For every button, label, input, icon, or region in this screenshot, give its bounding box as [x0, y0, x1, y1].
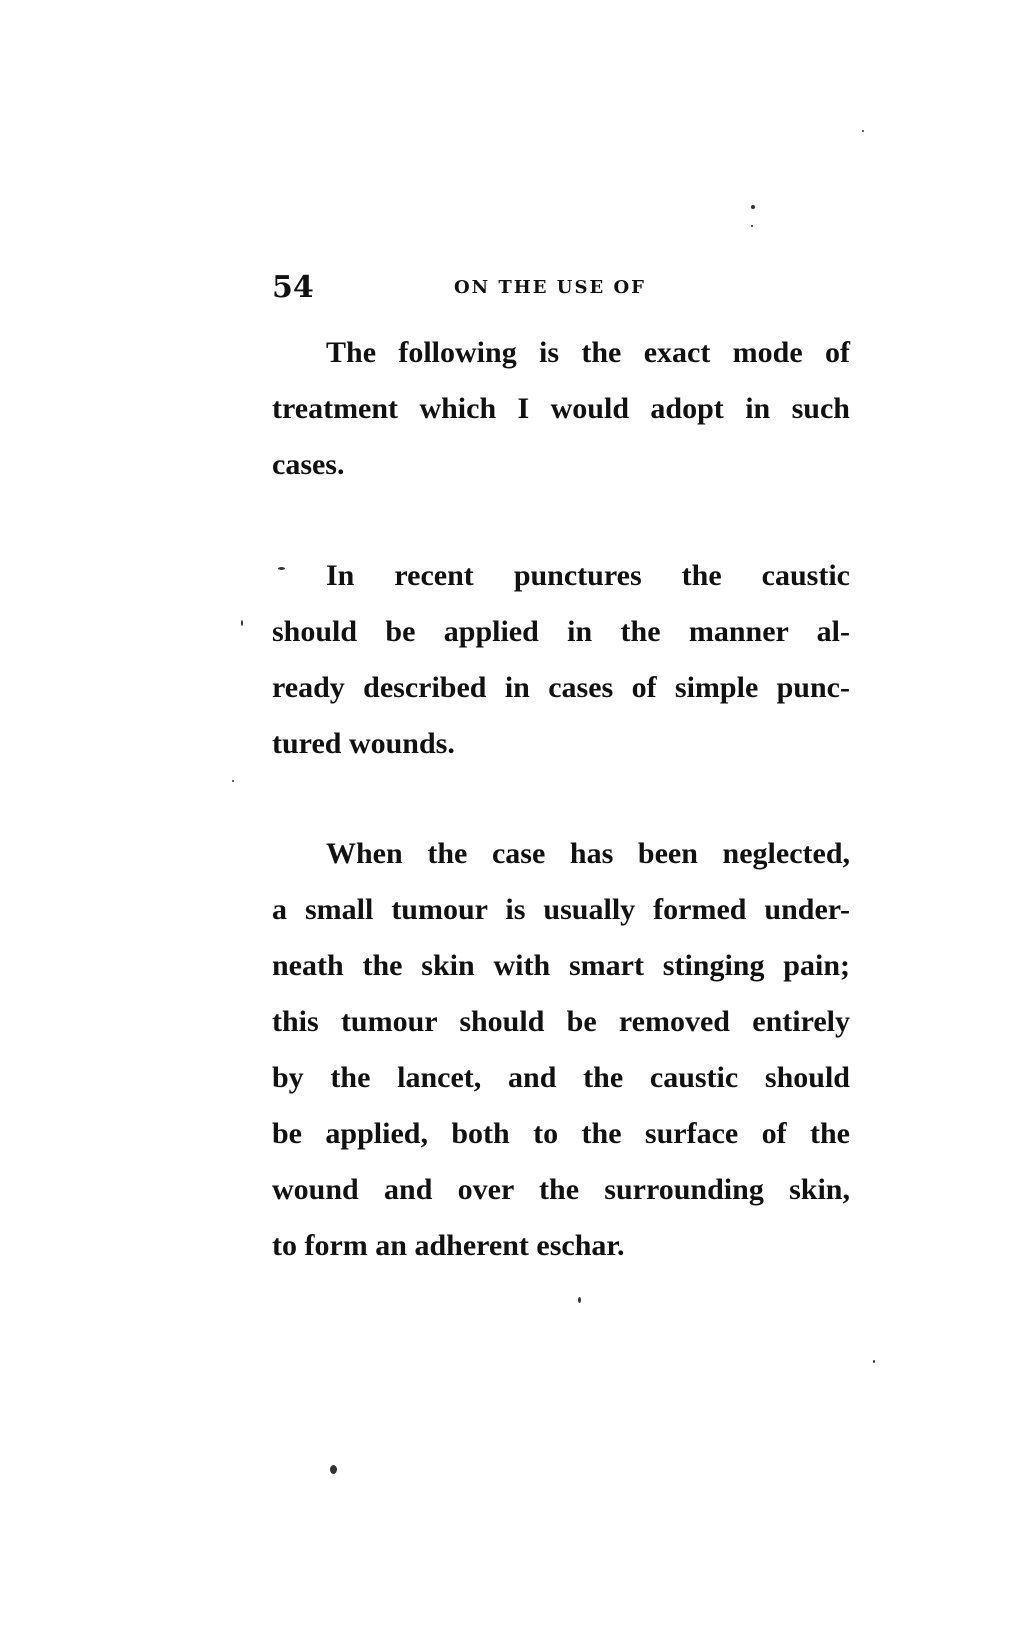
- text-line: treatment which I would adopt in such: [272, 392, 850, 425]
- page-header: [272, 268, 852, 308]
- text-line: cases.: [272, 448, 345, 481]
- scan-speck: [232, 780, 234, 782]
- scan-speck: [578, 1297, 581, 1303]
- text-line: to form an adherent eschar.: [272, 1229, 625, 1262]
- text-line: be applied, both to the surface of the: [272, 1117, 850, 1150]
- text-line: The following is the exact mode of: [326, 336, 850, 369]
- text-line: In recent punctures the caustic: [326, 559, 850, 592]
- text-line: tured wounds.: [272, 727, 455, 760]
- text-line: wound and over the surrounding skin,: [272, 1173, 850, 1206]
- scan-speck: [873, 1360, 875, 1363]
- scan-speck: [330, 1465, 337, 1474]
- scan-speck: [241, 620, 243, 626]
- paragraph-1: [272, 325, 850, 493]
- scan-speck: [278, 567, 285, 570]
- paragraph-3: [272, 826, 850, 1274]
- text-line: a small tumour is usually formed under-: [272, 893, 850, 926]
- paragraph-2: [272, 548, 850, 772]
- text-line: neath the skin with smart stinging pain;: [272, 949, 850, 982]
- scan-speck: [751, 225, 753, 227]
- text-line: ready described in cases of simple punc-: [272, 671, 850, 704]
- text-line: by the lancet, and the caustic should: [272, 1061, 850, 1094]
- scan-speck: [862, 130, 864, 132]
- text-line: should be applied in the manner al-: [272, 615, 850, 648]
- text-line: When the case has been neglected,: [326, 837, 850, 870]
- page-number: 54: [272, 270, 314, 305]
- scan-speck: [751, 205, 755, 209]
- running-title: ON THE USE OF: [454, 277, 646, 298]
- text-line: this tumour should be removed entirely: [272, 1005, 850, 1038]
